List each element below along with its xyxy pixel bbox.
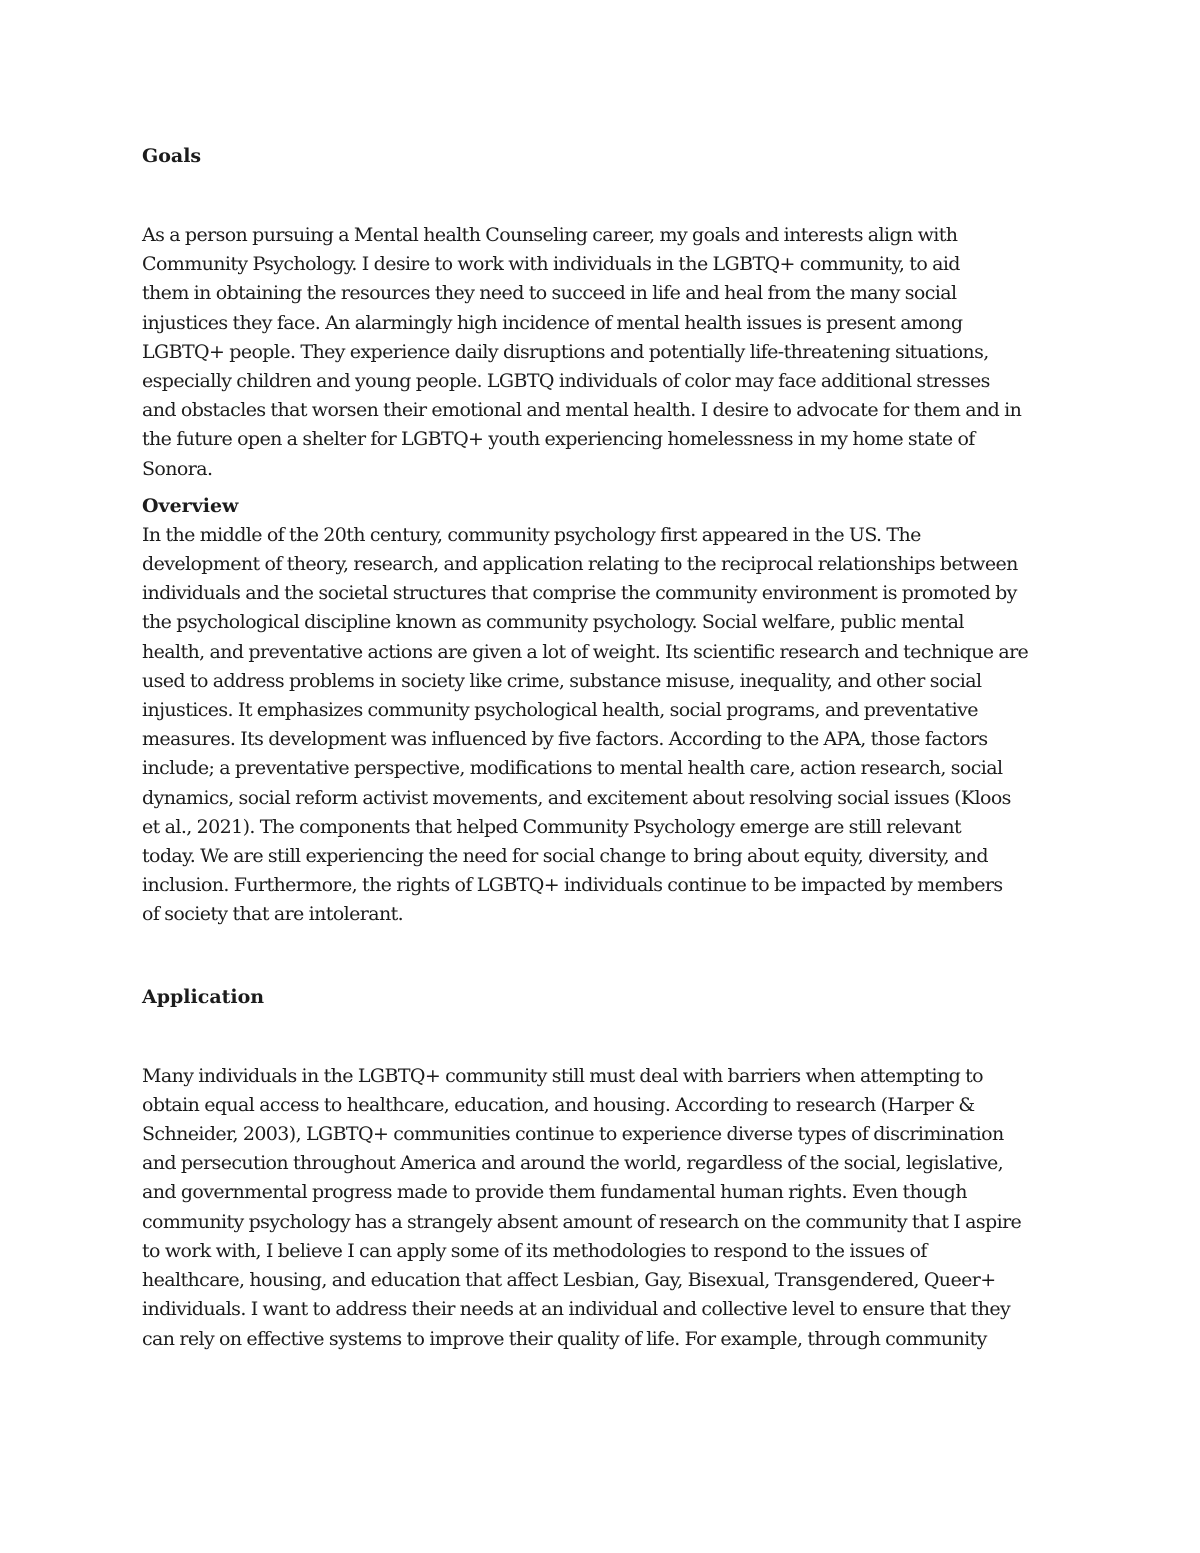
goals-paragraph xyxy=(142,221,1062,484)
goals-heading: Goals xyxy=(142,145,202,167)
paragraph-line: can rely on effective systems to improve their quality of life. For example, through community xyxy=(142,1327,987,1350)
overview-paragraph xyxy=(142,521,1062,930)
paragraph-line: health, and preventative actions are given a lot of weight. Its scientific research and technique are xyxy=(142,640,1029,663)
paragraph-line: LGBTQ+ people. They experience daily disruptions and potentially life-threatening situations, xyxy=(142,340,989,363)
paragraph-line: development of theory, research, and application relating to the reciprocal relationships between xyxy=(142,553,1018,576)
overview-heading: Overview xyxy=(142,494,239,517)
paragraph-line: individuals and the societal structures that comprise the community environment is promoted by xyxy=(142,582,1017,605)
paragraph-line: obtain equal access to healthcare, education, and housing. According to research (Harper & xyxy=(142,1093,975,1116)
paragraph-line: inclusion. Furthermore, the rights of LGBTQ+ individuals continue to be impacted by members xyxy=(142,874,1003,897)
application-paragraph xyxy=(142,1062,1062,1354)
paragraph-line: include; a preventative perspective, modifications to mental health care, action research, social xyxy=(142,757,1003,780)
paragraph-line: dynamics, social reform activist movements, and excitement about resolving social issues (Kloos xyxy=(142,786,1011,809)
paragraph-line: community psychology has a strangely absent amount of research on the community that I aspire xyxy=(142,1210,1022,1233)
paragraph-line: and persecution throughout America and around the world, regardless of the social, legislative, xyxy=(142,1152,1004,1175)
paragraph-line: the psychological discipline known as community psychology. Social welfare, public mental xyxy=(142,611,964,634)
paragraph-line: injustices they face. An alarmingly high incidence of mental health issues is present among xyxy=(142,311,963,334)
paragraph-line: healthcare, housing, and education that affect Lesbian, Gay, Bisexual, Transgendered, Queer+ xyxy=(142,1269,996,1292)
paragraph-line: individuals. I want to address their needs at an individual and collective level to ensure that they xyxy=(142,1298,1011,1321)
paragraph-line: Many individuals in the LGBTQ+ community still must deal with barriers when attempting to xyxy=(142,1064,983,1087)
paragraph-line: and obstacles that worsen their emotional and mental health. I desire to advocate for them and in xyxy=(142,399,1022,422)
paragraph-line: Community Psychology. I desire to work with individuals in the LGBTQ+ community, to aid xyxy=(142,253,960,276)
paragraph-line: especially children and young people. LGBTQ individuals of color may face additional stresses xyxy=(142,370,990,393)
paragraph-line: As a person pursuing a Mental health Counseling career, my goals and interests align with xyxy=(142,224,958,246)
paragraph-line: them in obtaining the resources they need to succeed in life and heal from the many social xyxy=(142,282,957,305)
document-body xyxy=(142,142,1062,1354)
paragraph-line: to work with, I believe I can apply some of its methodologies to respond to the issues of xyxy=(142,1239,927,1262)
paragraph-line: Schneider, 2003), LGBTQ+ communities continue to experience diverse types of discrimination xyxy=(142,1123,1004,1146)
paragraph-line: and governmental progress made to provide them fundamental human rights. Even though xyxy=(142,1181,967,1204)
paragraph-line: In the middle of the 20th century, community psychology first appeared in the US. The xyxy=(142,523,921,546)
paragraph-line: today. We are still experiencing the need for social change to bring about equity, diversity, and xyxy=(142,845,988,868)
paragraph-line: Sonora. xyxy=(142,457,213,480)
paragraph-line: measures. Its development was influenced by five factors. According to the APA, those factors xyxy=(142,728,988,751)
paragraph-line: et al., 2021). The components that helped Community Psychology emerge are still relevant xyxy=(142,815,962,838)
paragraph-line: injustices. It emphasizes community psychological health, social programs, and preventative xyxy=(142,699,978,722)
paragraph-line: used to address problems in society like crime, substance misuse, inequality, and other social xyxy=(142,669,982,692)
paragraph-line: of society that are intolerant. xyxy=(142,903,404,926)
application-heading: Application xyxy=(142,985,265,1008)
paragraph-line: the future open a shelter for LGBTQ+ youth experiencing homelessness in my home state of xyxy=(142,428,975,451)
